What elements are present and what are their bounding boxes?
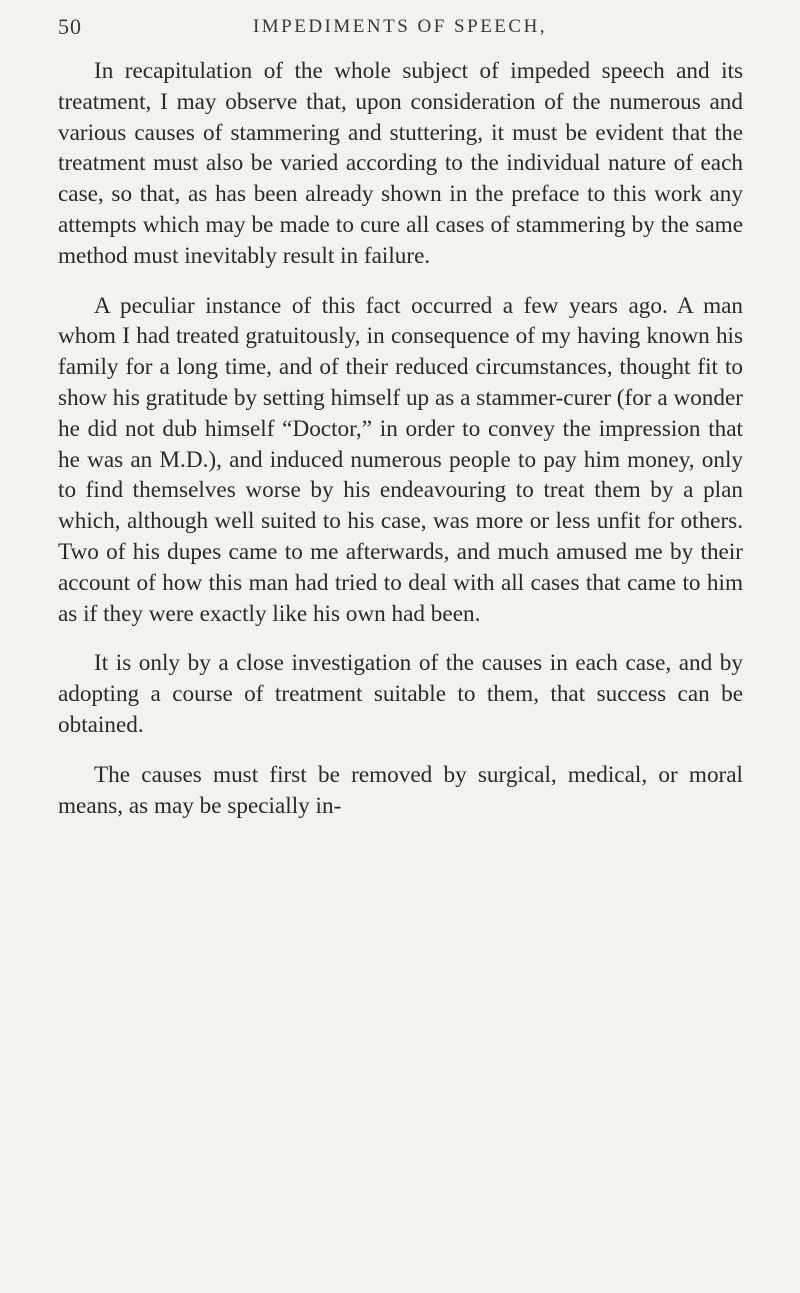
paragraph-recapitulation: In recapitulation of the whole subject of impeded speech and its treatment, I may observe that, upon consideration of the numerous and various causes of stammering and stuttering, it must be evident that the treatment must also be varied according to the individual nature of each case, so that, as has been already shown in the preface to this work any attempts which may be made to cure all cases of stammering by the same method must inevitably result in failure. — [58, 58, 743, 269]
body-text — [58, 56, 743, 821]
page-number: 50 — [58, 14, 82, 39]
paragraph-peculiar-instance: A peculiar instance of this fact occurred a few years ago. A man whom I had treated gratuitously, in consequence of my having known his family for a long time, and of their reduced circumstances, thought fit to show his gratitude by setting himself up as a stammer-curer (for a wonder he did not dub himself “Doctor,” in order to convey the impression that he was an M.D.), and induced numerous people to pay him money, only to find themselves worse by his endeavouring to treat them by a plan which, although well suited to his case, was more or less unfit for others. Two of his dupes came to me afterwards, and much amused me by their account of how this man had tried to deal with all cases that came to him as if they were exactly like his own had been. — [58, 292, 743, 627]
page-header — [58, 14, 742, 44]
paragraph-causes-removed: The causes must first be removed by surgical, medical, or moral means, as may be specially in- — [58, 761, 743, 819]
paragraph-close-investigation: It is only by a close investigation of the causes in each case, and by adopting a course of treatment suitable to them, that success can be obtained. — [58, 650, 743, 738]
running-title: IMPEDIMENTS OF SPEECH, — [252, 16, 548, 37]
